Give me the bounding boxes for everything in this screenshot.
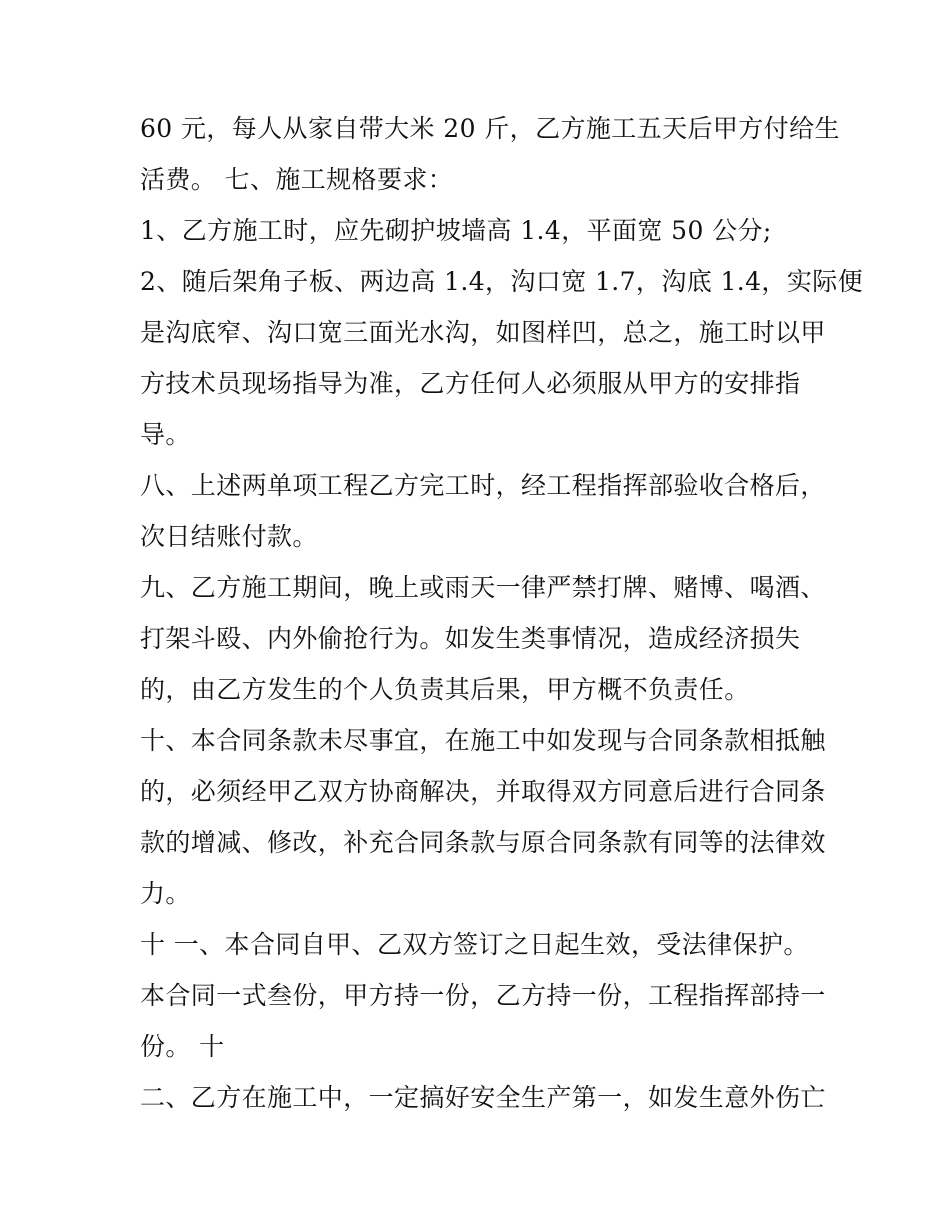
text-line-11: 打架斗殴、内外偷抢行为。如发生类事情况，造成经济损失 — [140, 624, 801, 653]
text-line-1: 60 元，每人从家自带大米 20 斤，乙方施工五天后甲方付给生 — [140, 114, 840, 143]
text-line-8: 八、上述两单项工程乙方完工时，经工程指挥部验收合格后， — [140, 471, 826, 500]
text-line-9: 次日结账付款。 — [140, 522, 318, 551]
text-line-18: 本合同一式叁份，甲方持一份，乙方持一份，工程指挥部持一 — [140, 981, 826, 1010]
text-line-3: 1、乙方施工时，应先砌护坡墙高 1.4，平面宽 50 公分; — [140, 216, 772, 245]
text-line-5: 是沟底窄、沟口宽三面光水沟，如图样凹，总之，施工时以甲 — [140, 318, 826, 347]
text-line-2: 活费。 七、施工规格要求： — [140, 165, 454, 194]
text-line-12: 的，由乙方发生的个人负责其后果，甲方概不负责任。 — [140, 675, 750, 704]
text-line-6: 方技术员现场指导为准，乙方任何人必须服从甲方的安排指 — [140, 369, 801, 398]
text-line-10: 九、乙方施工期间，晚上或雨天一律严禁打牌、赌博、喝酒、 — [140, 573, 826, 602]
text-line-16: 力。 — [140, 879, 191, 908]
text-line-7: 导。 — [140, 420, 191, 449]
text-line-4: 2、随后架角子板、两边高 1.4，沟口宽 1.7，沟底 1.4，实际便 — [140, 267, 864, 296]
text-line-15: 款的增减、修改，补充合同条款与原合同条款有同等的法律效 — [140, 828, 826, 857]
text-line-19: 份。 十 — [140, 1032, 225, 1061]
text-line-13: 十、本合同条款未尽事宜，在施工中如发现与合同条款相抵触 — [140, 726, 826, 755]
text-line-20: 二、乙方在施工中，一定搞好安全生产第一，如发生意外伤亡 — [140, 1083, 826, 1112]
text-line-14: 的，必须经甲乙双方协商解决，并取得双方同意后进行合同条 — [140, 777, 826, 806]
text-line-17: 十 一、本合同自甲、乙双方签订之日起生效，受法律保护。 — [140, 930, 809, 959]
